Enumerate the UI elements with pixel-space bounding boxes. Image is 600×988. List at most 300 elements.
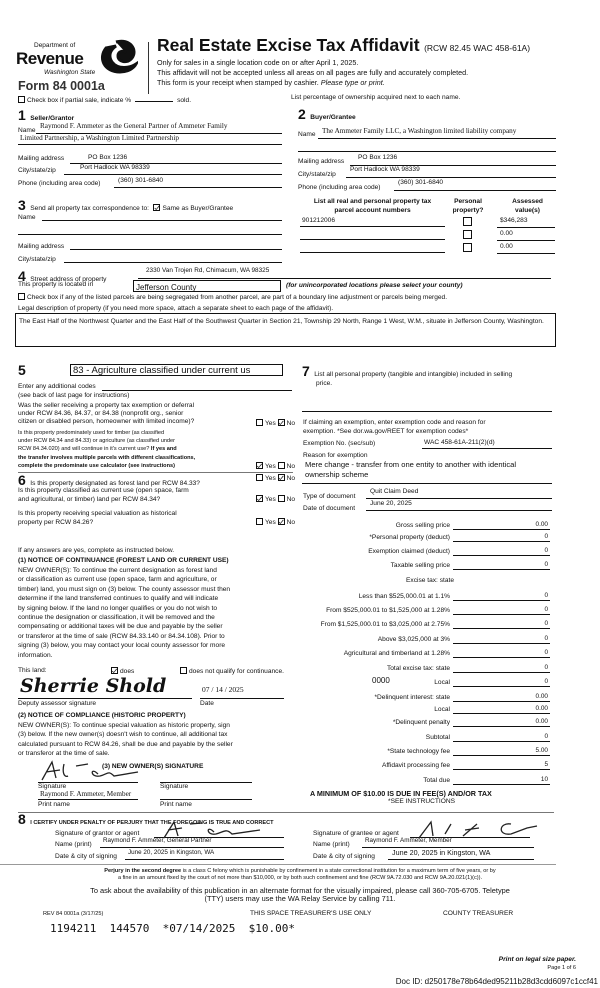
- tax-row-value[interactable]: 0.00: [535, 693, 548, 700]
- yes-checkbox[interactable]: [256, 462, 263, 469]
- assessed-value-field[interactable]: $346,283: [500, 217, 528, 224]
- notice-line: (3) below. If the new owner(s) doesn't wish to continue, all additional tax: [18, 731, 228, 739]
- tax-row-label: Total excise tax: state: [386, 665, 450, 672]
- notice-line: NEW OWNER(S): To continue the current designation as forest land: [18, 567, 217, 574]
- doc-type-line: [366, 498, 552, 499]
- personal-property-checkbox[interactable]: [463, 243, 472, 252]
- does-option: [111, 667, 134, 675]
- tax-row-line: [453, 643, 550, 644]
- buyer-name-label: Name: [298, 131, 316, 138]
- tax-row-label: Total due: [423, 777, 450, 784]
- notice-line: or classification as current use (open space, farm and agriculture, or: [18, 576, 217, 584]
- yes-checkbox[interactable]: [256, 518, 263, 525]
- assessed-value-field[interactable]: 0.00: [500, 243, 513, 250]
- grantee-name-field[interactable]: Raymond F. Ammeter, Member: [365, 837, 452, 844]
- parcel-header: [300, 197, 445, 215]
- yes-label: Yes: [265, 463, 276, 470]
- section-title: Seller/Grantor: [30, 115, 75, 122]
- assessed-h: Assessed: [512, 198, 543, 205]
- segregated-checkbox[interactable]: [18, 293, 25, 300]
- tax-row-line: [453, 686, 550, 687]
- q-line: property per RCW 84.26?: [18, 519, 94, 526]
- parcel-h1b: parcel account numbers: [334, 207, 411, 214]
- exempt-line-1: If claiming an exemption, enter exemption code and reason for: [303, 419, 486, 426]
- tax-row-value[interactable]: 0: [544, 664, 548, 671]
- tax-row-value[interactable]: 0: [544, 678, 548, 685]
- tax-row-line: [453, 555, 550, 556]
- tax-row: [300, 518, 550, 530]
- q2-yes-no: [256, 462, 295, 470]
- notice-line: determine if the land transferred continues to qualify and will indicate: [18, 595, 219, 603]
- q-line: RCW 84.34.020) and will continue in it's current use?: [18, 446, 150, 453]
- street-label: Street address of property: [30, 276, 107, 283]
- tax-row-value[interactable]: 0: [544, 533, 548, 540]
- notice-line: by signing below. If the land no longer qualifies or you do not wish to: [18, 604, 218, 612]
- tax-row-label: Less than $525,000.01 at 1.1%: [358, 593, 450, 600]
- personal-h: Personal: [454, 198, 482, 205]
- buyer-name-field[interactable]: The Ammeter Family LLC, a Washington limited liability company: [322, 127, 517, 135]
- perjury-text: is a class C felony which is punishable by confinement in a state correctional institution for a maximum term of five years, or by: [181, 868, 496, 874]
- header-line-2: This affidavit will not be accepted unless all areas on all pages are fully and accurately completed.: [157, 68, 469, 77]
- same-as-buyer-label: Same as Buyer/Grantee: [162, 205, 234, 212]
- corr-name-input-2[interactable]: [18, 234, 282, 235]
- seller-mail-field[interactable]: PO Box 1236: [88, 154, 128, 161]
- tax-row-line: [453, 713, 550, 714]
- treasurer-stamp: 1194211 144570 *07/14/2025 $10.00*: [50, 922, 296, 935]
- assessed-value-field[interactable]: 0.00: [500, 230, 513, 237]
- no-label: No: [286, 496, 296, 503]
- buyer-phone-label: Phone (including area code): [298, 184, 381, 191]
- grantee-date-line: [388, 859, 534, 860]
- yes-checkbox[interactable]: [256, 474, 263, 481]
- personal-header: [448, 197, 488, 215]
- grantor-name-field[interactable]: Raymond F. Ammeter, General Partner: [103, 837, 212, 844]
- logo-dept-of: Department of: [34, 42, 76, 49]
- tax-row: [300, 544, 550, 556]
- tax-row-line: [453, 600, 550, 601]
- legal-paper-note: Print on legal size paper.: [498, 956, 576, 963]
- assessed-line: [497, 253, 555, 254]
- tax-row-value[interactable]: 0.00: [535, 718, 548, 725]
- notice-compliance-title: (2) NOTICE OF COMPLIANCE (HISTORIC PROPERTY): [18, 712, 186, 719]
- land-use-code-select[interactable]: 83 - Agriculture classified under current us: [70, 364, 283, 376]
- owner-print-name[interactable]: Raymond F. Ammeter, Member: [40, 790, 132, 798]
- tax-row-value[interactable]: 5: [544, 761, 548, 768]
- grantee-sig-label: Signature of grantee or agent: [313, 830, 399, 837]
- tax-row-label: Above $3,025,000 at 3%: [377, 636, 450, 643]
- q-line: Is this property predominately used for timber (as classified: [18, 430, 165, 436]
- seller-phone-field[interactable]: (360) 301-6840: [118, 177, 164, 184]
- tax-row-value[interactable]: 0: [544, 635, 548, 642]
- no-checkbox[interactable]: [278, 518, 285, 525]
- personal-property-checkbox[interactable]: [463, 230, 472, 239]
- notice-line: continue the designation or classification, it will be removed and the: [18, 614, 215, 622]
- tax-row-value[interactable]: 10: [540, 776, 548, 783]
- form-number: Form 84 0001a: [18, 79, 105, 93]
- yes-label: Yes: [265, 519, 276, 526]
- tax-row-label: Exemption claimed (deduct): [368, 548, 450, 555]
- treasurer-use: THIS SPACE TREASURER'S USE ONLY: [250, 910, 372, 917]
- tax-row-label: Gross selling price: [395, 522, 450, 529]
- section-num: 7: [302, 363, 310, 379]
- assessor-date: 07 / 14 / 2025: [202, 685, 244, 694]
- buyer-mail-field[interactable]: PO Box 1236: [358, 154, 398, 161]
- doc-type-field[interactable]: Quit Claim Deed: [370, 488, 419, 495]
- tax-row-line: [453, 614, 550, 615]
- sec7-label: List all personal property (tangible and intangible) included in selling: [314, 371, 513, 378]
- q-line: Is this property classified as current use (open space, farm: [18, 487, 189, 494]
- parcel-number-field[interactable]: 901212006: [302, 217, 336, 224]
- tax-row-value[interactable]: 0: [544, 733, 548, 740]
- notice-continuance-text: [18, 566, 230, 660]
- tax-row-label: From $525,000.01 to $1,525,000 at 1.28%: [326, 607, 450, 614]
- grantor-date-field[interactable]: June 20, 2025 in Kingston, WA: [128, 849, 215, 856]
- local-code: 0000: [372, 676, 390, 685]
- corr-city-input[interactable]: [64, 262, 282, 263]
- tax-row-line: [453, 769, 550, 770]
- seller-name-field-2[interactable]: Limited Partnership, a Washington Limited Partnership: [20, 134, 179, 142]
- does-not-option: [180, 667, 284, 675]
- partial-sale-checkbox[interactable]: [18, 96, 25, 103]
- see-instructions: *SEE INSTRUCTIONS: [388, 798, 456, 805]
- logo-swirl-icon: [96, 38, 138, 74]
- assessed-line: [497, 240, 555, 241]
- tax-row-line: [453, 741, 550, 742]
- tax-row-value[interactable]: 0: [544, 606, 548, 613]
- perjury-line-1: [0, 868, 600, 874]
- yes-checkbox[interactable]: [256, 419, 263, 426]
- buyer-heading: [298, 106, 356, 124]
- seller-city-label: City/state/zip: [18, 167, 56, 174]
- tax-row-value[interactable]: 0.00: [535, 705, 548, 712]
- tax-row: [300, 715, 550, 727]
- see-back-note: (see back of last page for instructions): [18, 392, 130, 399]
- doc-type-label: Type of document: [303, 493, 356, 500]
- tax-row: [300, 773, 550, 785]
- buyer-name-line-2: [298, 151, 556, 152]
- doc-date-label: Date of document: [303, 505, 356, 512]
- tax-row-label: Local: [434, 679, 450, 686]
- grantor-sig-label: Signature of grantor or agent: [55, 830, 140, 837]
- buyer-city-field[interactable]: Port Hadlock WA 98339: [350, 166, 420, 173]
- this-land-label: This land:: [18, 667, 47, 674]
- notice-line: timber) land, you must sign on (3) below. The county assessor must then: [18, 585, 231, 593]
- street-line: [138, 278, 551, 279]
- county-treasurer: COUNTY TREASURER: [443, 910, 514, 917]
- tax-row: [300, 617, 550, 629]
- exempt-no-label: Exemption No. (sec/sub): [303, 440, 376, 447]
- assessor-date-label: Date: [200, 700, 214, 707]
- forest-yes-no: [256, 474, 295, 482]
- tax-row-line: [453, 657, 550, 658]
- sig-label: Signature: [38, 783, 67, 790]
- seller-phone-line: [114, 187, 282, 188]
- tax-row: [300, 530, 550, 542]
- tax-row-value[interactable]: 0.00: [535, 521, 548, 528]
- tax-row-line: [453, 726, 550, 727]
- personal-property-label: [302, 363, 512, 381]
- perjury-line-2: a fine in an amount fixed by the court of not more than $10,000, or by both such confinement and fine (RCW 9A.72.030 and RCW 9A.20.021(1)(c)).: [117, 875, 483, 881]
- logo-revenue: Revenue: [16, 49, 84, 68]
- personal-property-checkbox[interactable]: [463, 217, 472, 226]
- historic-question: [18, 509, 177, 527]
- corr-name-input[interactable]: [42, 220, 282, 221]
- located-label: This property is located in: [18, 281, 94, 288]
- minimum-due-note: A MINIMUM OF $10.00 IS DUE IN FEE(S) AND/OR TAX: [310, 789, 492, 798]
- parcel-line: [300, 239, 445, 240]
- q-line: under RCW 84.34 and 84.33) or agriculture (as classified under: [18, 438, 176, 445]
- corr-mail-input[interactable]: [70, 249, 282, 250]
- notice-line: compensating or additional taxes will be due and payable by the seller: [18, 623, 223, 631]
- exempt-no-field[interactable]: WAC 458-61A-211(2)(d): [424, 439, 495, 446]
- tax-row: [300, 558, 550, 570]
- section-num: 8: [18, 811, 26, 827]
- no-label: No: [286, 420, 296, 427]
- partial-label: Check box if partial sale, indicate %: [27, 97, 132, 104]
- header-line-1: Only for sales in a single location code on or after April 1, 2025.: [157, 58, 359, 67]
- q-line: Is this property receiving special valuation as historical: [18, 510, 177, 517]
- title-text: Real Estate Excise Tax Affidavit: [157, 35, 420, 55]
- yes-checkbox[interactable]: [256, 495, 263, 502]
- buyer-mail-label: Mailing address: [298, 158, 345, 165]
- section-num: 4: [18, 268, 26, 284]
- buyer-city-label: City/state/zip: [298, 171, 336, 178]
- partial-sale: [18, 96, 191, 104]
- correspondence-heading: [18, 197, 233, 215]
- tax-row-label: Affidavit processing fee: [381, 762, 450, 769]
- tax-row-line: [453, 755, 550, 756]
- print-line-2[interactable]: [160, 799, 252, 800]
- tax-row: [300, 758, 550, 770]
- section-title: Buyer/Grantee: [310, 114, 356, 121]
- print-line: [38, 799, 138, 800]
- notice-line: or transferor at the time of sale (RCW 84.33.140 or 84.34.108). Prior to: [18, 632, 225, 640]
- certify-title: I CERTIFY UNDER PENALTY OF PERJURY THAT THE FOREGOING IS TRUE AND CORRECT: [30, 820, 274, 826]
- no-checkbox[interactable]: [278, 419, 285, 426]
- notice-line: or transferor at the time of sale.: [18, 750, 110, 758]
- q-line: and agricultural, or timber) land per RCW 84.34?: [18, 496, 161, 503]
- tax-row-line: [453, 672, 550, 673]
- new-owner-signature-title: (3) NEW OWNER(S) SIGNATURE: [102, 763, 204, 770]
- seller-city-field[interactable]: Port Hadlock WA 98339: [80, 164, 150, 171]
- header-line-3: [157, 78, 385, 87]
- partial-sold: sold.: [177, 97, 192, 104]
- reason-field[interactable]: Mere change - transfer from one entity to another with identical ownership scheme: [305, 460, 517, 479]
- perjury-bold: Perjury in the second degree: [104, 868, 182, 874]
- does-label: does: [120, 668, 135, 675]
- notice-compliance-text: [18, 721, 233, 759]
- segregated: [18, 293, 447, 301]
- doc-id: Doc ID: d250178e78b64ded95211b28d3cdd6097c1ccf41: [395, 977, 598, 986]
- reason-label: Reason for exemption: [303, 452, 368, 459]
- tax-row: [300, 661, 550, 673]
- q-line: citizen or disabled person, homeowner with limited income)?: [18, 418, 195, 426]
- parcel-line: [300, 226, 445, 227]
- tax-row-line: [453, 569, 550, 570]
- tax-row: [300, 603, 550, 615]
- tax-row-label: *Personal property (deduct): [369, 534, 450, 541]
- section-num: 3: [18, 197, 26, 213]
- logo-state: Washington State: [44, 69, 96, 76]
- seller-name-line-2: [18, 144, 282, 145]
- page-number: Page 1 of 6: [547, 965, 576, 971]
- county-note: (for unincorporated locations please select your county): [286, 282, 463, 289]
- grantee-date-field[interactable]: June 20, 2025 in Kingston, WA: [392, 848, 491, 857]
- historic-yes-no: [256, 518, 295, 526]
- legal-label: Legal description of property (if you need more space, attach a separate sheet to each page of the affidavit).: [18, 305, 334, 312]
- no-checkbox[interactable]: [278, 462, 285, 469]
- q-line: Is this property designated as forest land per RCW 84.33?: [30, 480, 200, 487]
- corr-mail-label: Mailing address: [18, 243, 65, 250]
- print-label-2: Print name: [160, 801, 192, 808]
- does-not-label: does not qualify for: [189, 668, 245, 675]
- current-use-question: [18, 486, 189, 504]
- parcel-line: [300, 252, 445, 253]
- seller-mail-label: Mailing address: [18, 155, 65, 162]
- tax-row-value[interactable]: 5.00: [535, 747, 548, 754]
- assessor-date-line: [200, 698, 284, 699]
- notice-continuance-title: (1) NOTICE OF CONTINUANCE (FOREST LAND OR CURRENT USE): [18, 557, 229, 564]
- grantee-name-label: Name (print): [313, 841, 350, 848]
- tax-row: [300, 702, 550, 714]
- section-label: Send all property tax correspondence to:: [30, 205, 150, 212]
- q-bold: If yes and: [150, 446, 177, 453]
- tax-row: [300, 730, 550, 742]
- partial-percent-input[interactable]: [135, 101, 173, 102]
- personal-property-input[interactable]: [302, 411, 552, 412]
- additional-codes-input[interactable]: [102, 390, 292, 391]
- assessor-sig-label: Deputy assessor signature: [18, 700, 97, 707]
- if-any-note: If any answers are yes, complete as instructed below.: [18, 547, 175, 554]
- yes-label: Yes: [265, 420, 276, 427]
- does-checkbox[interactable]: [111, 667, 118, 674]
- timber-question: [18, 429, 195, 470]
- tax-row-label: Agricultural and timberland at 1.28%: [343, 650, 450, 657]
- tax-row-label: *Delinquent penalty: [392, 719, 450, 726]
- tax-row: [300, 690, 550, 702]
- tax-row-label: *Delinquent interest: state: [374, 694, 450, 701]
- tax-row: [300, 675, 550, 687]
- tax-row: [300, 589, 550, 601]
- continuance-label: continuance.: [246, 668, 284, 675]
- county-select[interactable]: Jefferson County: [133, 280, 281, 292]
- segregated-label: Check box if any of the listed parcels are being segregated from another parcel, are part of a boundary line adjustment or parcels being merged.: [27, 294, 448, 301]
- title-rcw: (RCW 82.45 WAC 458-61A): [424, 43, 531, 53]
- tax-row-label: Subtotal: [425, 734, 450, 741]
- notice-line: information.: [18, 651, 53, 659]
- buyer-city-line: [346, 177, 556, 178]
- q-bold: complete the predominate use calculator (see instructions): [18, 462, 175, 469]
- exempt-line-2: exemption. *See dor.wa.gov/REET for exemption codes*: [303, 428, 469, 435]
- seller-phone-label: Phone (including area code): [18, 180, 101, 187]
- tax-section-label: Excise tax: state: [406, 577, 455, 584]
- assessed-header: [500, 197, 555, 215]
- tax-row-label: From $1,525,000.01 to $3,025,000 at 2.75%: [320, 621, 450, 628]
- corr-name-label: Name: [18, 214, 36, 221]
- street-field[interactable]: 2330 Van Trojen Rd, Chimacum, WA 98325: [146, 267, 270, 274]
- assessor-signature: Sherrie Shold: [20, 675, 167, 697]
- tax-row-line: [453, 628, 550, 629]
- sig-label-2: Signature: [160, 783, 189, 790]
- seller-name-field[interactable]: Raymond F. Ammeter as the General Partner of Ammeter Family: [40, 122, 228, 130]
- yes-label: Yes: [265, 475, 276, 482]
- seller-name-label: Name: [18, 127, 36, 134]
- no-label: No: [286, 519, 296, 526]
- assessed-line: [497, 227, 555, 228]
- personal-hb: property?: [452, 207, 484, 214]
- print-label: Print name: [38, 801, 70, 808]
- tax-row-value[interactable]: 0: [544, 649, 548, 656]
- ownership-note: List percentage of ownership acquired next to each name.: [291, 94, 461, 101]
- corr-city-label: City/state/zip: [18, 256, 56, 263]
- section-5-num: 5: [18, 362, 26, 378]
- assessed-hb: value(s): [515, 207, 540, 214]
- no-checkbox[interactable]: [278, 495, 285, 502]
- tax-row-value[interactable]: 0: [544, 561, 548, 568]
- alt-format-line-2: (TTY) users may use the WA Relay Service by calling 711.: [204, 894, 396, 903]
- assessor-sig-line: [18, 698, 192, 699]
- exempt-no-line: [422, 448, 552, 449]
- buyer-phone-field[interactable]: (360) 301-6840: [398, 179, 444, 186]
- tax-row-label: Local: [434, 706, 450, 713]
- notice-line: calculated pursuant to RCW 84.26, shall be due and payable by the seller: [18, 740, 233, 748]
- q-line: Was the seller receiving a property tax exemption or deferral: [18, 402, 195, 409]
- line3-italic: Please type or print.: [320, 78, 385, 87]
- doc-date-field[interactable]: June 20, 2025: [370, 500, 412, 507]
- q1-yes-no: [256, 419, 295, 427]
- divider: [0, 864, 556, 865]
- tax-row-label: Taxable selling price: [390, 562, 450, 569]
- grantee-date-label: Date & city of signing: [313, 853, 375, 860]
- buyer-name-line: [318, 138, 556, 139]
- no-label: No: [286, 463, 296, 470]
- seller-city-line: [64, 174, 282, 175]
- tax-row-label: *State technology fee: [387, 748, 450, 755]
- tax-row-value[interactable]: 0: [544, 592, 548, 599]
- page-title: [157, 35, 530, 56]
- grantor-name-label: Name (print): [55, 841, 92, 848]
- yes-label: Yes: [265, 496, 276, 503]
- current-use-yes-no: [256, 495, 295, 503]
- does-not-checkbox[interactable]: [180, 667, 187, 674]
- tax-row: [300, 632, 550, 644]
- tax-row: [300, 646, 550, 658]
- grantor-name-line: [100, 847, 284, 848]
- legal-description-field[interactable]: The East Half of the Northwest Quarter and the East Half of the Southwest Quarter in Section 21, Township 29 North, Range 1 West, W.M., situate in Jefferson County, Washington.: [15, 313, 556, 347]
- exemption-question: [18, 402, 194, 427]
- no-label: No: [286, 475, 296, 482]
- same-as-buyer-checkbox[interactable]: [153, 204, 160, 211]
- section-num: 2: [298, 106, 306, 122]
- buyer-phone-line: [394, 190, 556, 191]
- notice-line: NEW OWNER(S): To continue special valuation as historic property, sign: [18, 722, 230, 729]
- line3-text: This form is your receipt when stamped by cashier.: [157, 78, 321, 87]
- tax-row-line: [453, 541, 550, 542]
- header-divider: [148, 42, 149, 94]
- grantor-date-line: [125, 859, 284, 860]
- tax-row-value[interactable]: 0: [544, 620, 548, 627]
- additional-codes-label: Enter any additional codes: [18, 383, 96, 390]
- owner-signature: [38, 758, 142, 784]
- revision: REV 84 0001a (3/17/25): [43, 911, 104, 917]
- tax-row-value[interactable]: 0: [544, 547, 548, 554]
- section-num: 1: [18, 107, 26, 123]
- no-checkbox[interactable]: [278, 474, 285, 481]
- section-num: 6: [18, 472, 26, 488]
- q-line: under RCW 84.36, 84.37, or 84.38 (nonprofit org., senior: [18, 410, 184, 418]
- notice-line: signing (3) below, you may contact your local county assessor for more: [18, 642, 226, 650]
- parcel-h1: List all real and personal property tax: [313, 198, 432, 205]
